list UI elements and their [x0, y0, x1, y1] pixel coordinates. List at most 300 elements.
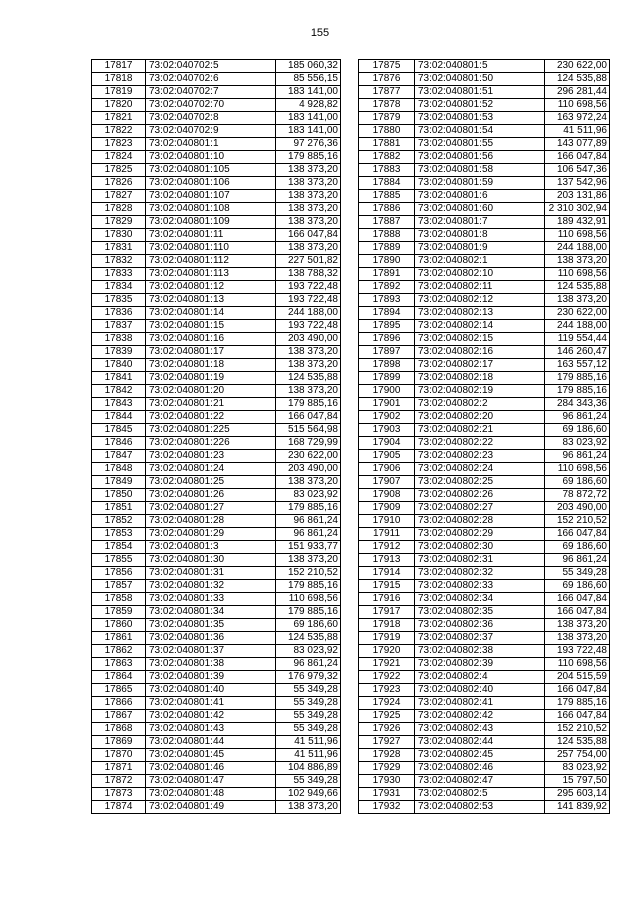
- table-row: [359, 580, 610, 593]
- value-cell: 110 698,56: [545, 268, 610, 281]
- cadastral-number-cell: 73:02:040801:12: [146, 281, 276, 294]
- row-number-cell: 17871: [92, 762, 146, 775]
- cadastral-number-cell: 73:02:040802:40: [415, 684, 545, 697]
- value-cell: 138 373,20: [276, 346, 341, 359]
- value-cell: 183 141,00: [276, 86, 341, 99]
- cadastral-number-cell: 73:02:040801:20: [146, 385, 276, 398]
- cadastral-number-cell: 73:02:040801:47: [146, 775, 276, 788]
- table-row: [359, 632, 610, 645]
- row-number-cell: 17851: [92, 502, 146, 515]
- table-row: [92, 619, 341, 632]
- row-number-cell: 17886: [359, 203, 415, 216]
- cadastral-number-cell: 73:02:040801:16: [146, 333, 276, 346]
- cadastral-number-cell: 73:02:040802:5: [415, 788, 545, 801]
- row-number-cell: 17859: [92, 606, 146, 619]
- value-cell: 2 310 302,94: [545, 203, 610, 216]
- table-row: [92, 125, 341, 138]
- row-number-cell: 17905: [359, 450, 415, 463]
- value-cell: 124 535,88: [276, 632, 341, 645]
- value-cell: 69 186,60: [545, 476, 610, 489]
- value-cell: 163 557,12: [545, 359, 610, 372]
- table-row: [92, 476, 341, 489]
- table-row: [359, 788, 610, 801]
- row-number-cell: 17903: [359, 424, 415, 437]
- cadastral-number-cell: 73:02:040802:29: [415, 528, 545, 541]
- value-cell: 138 373,20: [276, 242, 341, 255]
- value-cell: 138 788,32: [276, 268, 341, 281]
- row-number-cell: 17867: [92, 710, 146, 723]
- cadastral-number-cell: 73:02:040702:6: [146, 73, 276, 86]
- table-row: [359, 762, 610, 775]
- row-number-cell: 17921: [359, 658, 415, 671]
- cadastral-number-cell: 73:02:040801:14: [146, 307, 276, 320]
- cadastral-number-cell: 73:02:040802:17: [415, 359, 545, 372]
- value-cell: 166 047,84: [545, 151, 610, 164]
- table-row: [92, 372, 341, 385]
- value-cell: 41 511,96: [545, 125, 610, 138]
- table-row: [359, 60, 610, 73]
- cadastral-number-cell: 73:02:040801:7: [415, 216, 545, 229]
- value-cell: 138 373,20: [545, 255, 610, 268]
- value-cell: 96 861,24: [545, 450, 610, 463]
- cadastral-number-cell: 73:02:040801:50: [415, 73, 545, 86]
- table-row: [359, 372, 610, 385]
- table-row: [92, 73, 341, 86]
- row-number-cell: 17890: [359, 255, 415, 268]
- table-row: [92, 398, 341, 411]
- cadastral-number-cell: 73:02:040801:60: [415, 203, 545, 216]
- value-cell: 55 349,28: [276, 684, 341, 697]
- row-number-cell: 17919: [359, 632, 415, 645]
- value-cell: 55 349,28: [545, 567, 610, 580]
- table-row: [359, 671, 610, 684]
- row-number-cell: 17899: [359, 372, 415, 385]
- table-row: [359, 151, 610, 164]
- table-row: [359, 411, 610, 424]
- row-number-cell: 17837: [92, 320, 146, 333]
- row-number-cell: 17855: [92, 554, 146, 567]
- table-row: [359, 749, 610, 762]
- cadastral-number-cell: 73:02:040801:24: [146, 463, 276, 476]
- value-cell: 185 060,32: [276, 60, 341, 73]
- table-row: [92, 788, 341, 801]
- value-cell: 138 373,20: [276, 164, 341, 177]
- value-cell: 193 722,48: [276, 294, 341, 307]
- row-number-cell: 17920: [359, 645, 415, 658]
- row-number-cell: 17912: [359, 541, 415, 554]
- cadastral-number-cell: 73:02:040801:107: [146, 190, 276, 203]
- row-number-cell: 17880: [359, 125, 415, 138]
- table-row: [359, 177, 610, 190]
- cadastral-number-cell: 73:02:040802:45: [415, 749, 545, 762]
- table-row: [359, 229, 610, 242]
- table-row: [92, 645, 341, 658]
- cadastral-number-cell: 73:02:040802:16: [415, 346, 545, 359]
- table-row: [92, 671, 341, 684]
- value-cell: 296 281,44: [545, 86, 610, 99]
- cadastral-number-cell: 73:02:040702:7: [146, 86, 276, 99]
- row-number-cell: 17842: [92, 385, 146, 398]
- table-row: [92, 736, 341, 749]
- value-cell: 124 535,88: [545, 73, 610, 86]
- table-row: [92, 255, 341, 268]
- cadastral-number-cell: 73:02:040801:8: [415, 229, 545, 242]
- row-number-cell: 17865: [92, 684, 146, 697]
- value-cell: 193 722,48: [545, 645, 610, 658]
- cadastral-number-cell: 73:02:040802:19: [415, 385, 545, 398]
- row-number-cell: 17868: [92, 723, 146, 736]
- row-number-cell: 17892: [359, 281, 415, 294]
- value-cell: 230 622,00: [276, 450, 341, 463]
- cadastral-number-cell: 73:02:040801:46: [146, 762, 276, 775]
- table-row: [359, 437, 610, 450]
- table-row: [92, 437, 341, 450]
- row-number-cell: 17832: [92, 255, 146, 268]
- value-cell: 96 861,24: [276, 658, 341, 671]
- value-cell: 183 141,00: [276, 112, 341, 125]
- value-cell: 138 373,20: [276, 203, 341, 216]
- row-number-cell: 17817: [92, 60, 146, 73]
- value-cell: 204 515,59: [545, 671, 610, 684]
- cadastral-number-cell: 73:02:040802:53: [415, 801, 545, 814]
- cadastral-number-cell: 73:02:040801:36: [146, 632, 276, 645]
- row-number-cell: 17852: [92, 515, 146, 528]
- table-row: [359, 541, 610, 554]
- value-cell: 102 949,66: [276, 788, 341, 801]
- table-row: [359, 385, 610, 398]
- value-cell: 110 698,56: [545, 463, 610, 476]
- value-cell: 78 872,72: [545, 489, 610, 502]
- cadastral-number-cell: 73:02:040801:54: [415, 125, 545, 138]
- table-row: [92, 359, 341, 372]
- value-cell: 124 535,88: [276, 372, 341, 385]
- table-row: [92, 710, 341, 723]
- table-row: [92, 86, 341, 99]
- value-cell: 55 349,28: [276, 723, 341, 736]
- table-row: [359, 775, 610, 788]
- cadastral-number-cell: 73:02:040802:41: [415, 697, 545, 710]
- value-cell: 179 885,16: [276, 502, 341, 515]
- row-number-cell: 17825: [92, 164, 146, 177]
- value-cell: 83 023,92: [545, 437, 610, 450]
- value-cell: 166 047,84: [545, 710, 610, 723]
- table-row: [359, 99, 610, 112]
- row-number-cell: 17850: [92, 489, 146, 502]
- value-cell: 138 373,20: [276, 385, 341, 398]
- table-row: [92, 515, 341, 528]
- value-cell: 146 260,47: [545, 346, 610, 359]
- table-row: [359, 125, 610, 138]
- table-row: [359, 515, 610, 528]
- cadastral-number-cell: 73:02:040802:4: [415, 671, 545, 684]
- table-row: [92, 723, 341, 736]
- row-number-cell: 17864: [92, 671, 146, 684]
- row-number-cell: 17848: [92, 463, 146, 476]
- row-number-cell: 17845: [92, 424, 146, 437]
- value-cell: 284 343,36: [545, 398, 610, 411]
- value-cell: 179 885,16: [545, 372, 610, 385]
- row-number-cell: 17858: [92, 593, 146, 606]
- table-row: [359, 593, 610, 606]
- row-number-cell: 17902: [359, 411, 415, 424]
- value-cell: 166 047,84: [545, 593, 610, 606]
- cadastral-number-cell: 73:02:040702:8: [146, 112, 276, 125]
- row-number-cell: 17924: [359, 697, 415, 710]
- value-cell: 96 861,24: [545, 554, 610, 567]
- value-cell: 179 885,16: [545, 385, 610, 398]
- cadastral-number-cell: 73:02:040801:59: [415, 177, 545, 190]
- table-row: [92, 203, 341, 216]
- cadastral-number-cell: 73:02:040801:23: [146, 450, 276, 463]
- table-row: [359, 307, 610, 320]
- row-number-cell: 17863: [92, 658, 146, 671]
- row-number-cell: 17904: [359, 437, 415, 450]
- row-number-cell: 17917: [359, 606, 415, 619]
- row-number-cell: 17840: [92, 359, 146, 372]
- cadastral-number-cell: 73:02:040801:226: [146, 437, 276, 450]
- row-number-cell: 17862: [92, 645, 146, 658]
- table-row: [359, 567, 610, 580]
- cadastral-number-cell: 73:02:040801:29: [146, 528, 276, 541]
- cadastral-number-cell: 73:02:040802:25: [415, 476, 545, 489]
- cadastral-number-cell: 73:02:040801:51: [415, 86, 545, 99]
- value-cell: 193 722,48: [276, 320, 341, 333]
- table-row: [92, 775, 341, 788]
- cadastral-number-cell: 73:02:040801:34: [146, 606, 276, 619]
- cadastral-number-cell: 73:02:040801:53: [415, 112, 545, 125]
- row-number-cell: 17820: [92, 99, 146, 112]
- value-cell: 230 622,00: [545, 60, 610, 73]
- value-cell: 244 188,00: [545, 242, 610, 255]
- cadastral-number-cell: 73:02:040801:44: [146, 736, 276, 749]
- row-number-cell: 17915: [359, 580, 415, 593]
- cadastral-number-cell: 73:02:040802:43: [415, 723, 545, 736]
- value-cell: 163 972,24: [545, 112, 610, 125]
- table-row: [359, 684, 610, 697]
- row-number-cell: 17926: [359, 723, 415, 736]
- value-cell: 138 373,20: [276, 476, 341, 489]
- table-row: [359, 333, 610, 346]
- row-number-cell: 17833: [92, 268, 146, 281]
- row-number-cell: 17830: [92, 229, 146, 242]
- cadastral-number-cell: 73:02:040802:36: [415, 619, 545, 632]
- table-row: [92, 112, 341, 125]
- page-number: 155: [310, 27, 330, 39]
- table-row: [92, 424, 341, 437]
- table-row: [359, 658, 610, 671]
- value-cell: 152 210,52: [276, 567, 341, 580]
- row-number-cell: 17929: [359, 762, 415, 775]
- value-cell: 106 547,36: [545, 164, 610, 177]
- row-number-cell: 17884: [359, 177, 415, 190]
- table-row: [92, 190, 341, 203]
- table-row: [92, 450, 341, 463]
- cadastral-number-cell: 73:02:040801:31: [146, 567, 276, 580]
- row-number-cell: 17861: [92, 632, 146, 645]
- value-cell: 295 603,14: [545, 788, 610, 801]
- table-row: [359, 710, 610, 723]
- row-number-cell: 17849: [92, 476, 146, 489]
- row-number-cell: 17898: [359, 359, 415, 372]
- cadastral-number-cell: 73:02:040801:22: [146, 411, 276, 424]
- cadastral-number-cell: 73:02:040802:32: [415, 567, 545, 580]
- row-number-cell: 17893: [359, 294, 415, 307]
- cadastral-number-cell: 73:02:040801:5: [415, 60, 545, 73]
- row-number-cell: 17856: [92, 567, 146, 580]
- row-number-cell: 17900: [359, 385, 415, 398]
- table-row: [359, 450, 610, 463]
- table-row: [359, 138, 610, 151]
- row-number-cell: 17829: [92, 216, 146, 229]
- value-cell: 69 186,60: [545, 541, 610, 554]
- cadastral-number-cell: 73:02:040801:49: [146, 801, 276, 814]
- row-number-cell: 17897: [359, 346, 415, 359]
- table-row: [359, 242, 610, 255]
- value-cell: 515 564,98: [276, 424, 341, 437]
- cadastral-number-cell: 73:02:040702:70: [146, 99, 276, 112]
- value-cell: 138 373,20: [276, 190, 341, 203]
- table-row: [359, 801, 610, 814]
- row-number-cell: 17916: [359, 593, 415, 606]
- cadastral-number-cell: 73:02:040801:32: [146, 580, 276, 593]
- value-cell: 110 698,56: [545, 99, 610, 112]
- cadastral-number-cell: 73:02:040802:46: [415, 762, 545, 775]
- row-number-cell: 17922: [359, 671, 415, 684]
- table-row: [92, 489, 341, 502]
- table-row: [92, 268, 341, 281]
- row-number-cell: 17821: [92, 112, 146, 125]
- table-row: [92, 138, 341, 151]
- cadastral-number-cell: 73:02:040802:23: [415, 450, 545, 463]
- row-number-cell: 17913: [359, 554, 415, 567]
- row-number-cell: 17838: [92, 333, 146, 346]
- row-number-cell: 17894: [359, 307, 415, 320]
- row-number-cell: 17925: [359, 710, 415, 723]
- value-cell: 179 885,16: [276, 398, 341, 411]
- table-row: [92, 333, 341, 346]
- row-number-cell: 17914: [359, 567, 415, 580]
- table-row: [92, 684, 341, 697]
- row-number-cell: 17870: [92, 749, 146, 762]
- table-row: [92, 242, 341, 255]
- row-number-cell: 17891: [359, 268, 415, 281]
- row-number-cell: 17822: [92, 125, 146, 138]
- cadastral-number-cell: 73:02:040801:45: [146, 749, 276, 762]
- cadastral-number-cell: 73:02:040801:58: [415, 164, 545, 177]
- table-row: [92, 606, 341, 619]
- table-row: [359, 294, 610, 307]
- table-row: [92, 554, 341, 567]
- value-cell: 227 501,82: [276, 255, 341, 268]
- table-row: [92, 320, 341, 333]
- row-number-cell: 17854: [92, 541, 146, 554]
- cadastral-number-cell: 73:02:040802:13: [415, 307, 545, 320]
- value-cell: 138 373,20: [545, 294, 610, 307]
- value-cell: 179 885,16: [276, 606, 341, 619]
- value-cell: 124 535,88: [545, 281, 610, 294]
- row-number-cell: 17846: [92, 437, 146, 450]
- cadastral-number-cell: 73:02:040802:37: [415, 632, 545, 645]
- cadastral-number-cell: 73:02:040801:30: [146, 554, 276, 567]
- cadastral-number-cell: 73:02:040801:27: [146, 502, 276, 515]
- value-cell: 151 933,77: [276, 541, 341, 554]
- row-number-cell: 17834: [92, 281, 146, 294]
- value-cell: 55 349,28: [276, 697, 341, 710]
- value-cell: 168 729,99: [276, 437, 341, 450]
- value-cell: 230 622,00: [545, 307, 610, 320]
- cadastral-number-cell: 73:02:040801:108: [146, 203, 276, 216]
- value-cell: 97 276,36: [276, 138, 341, 151]
- table-row: [92, 593, 341, 606]
- table-row: [92, 99, 341, 112]
- cadastral-number-cell: 73:02:040702:9: [146, 125, 276, 138]
- row-number-cell: 17839: [92, 346, 146, 359]
- cadastral-number-cell: 73:02:040801:56: [415, 151, 545, 164]
- cadastral-number-cell: 73:02:040801:37: [146, 645, 276, 658]
- cadastral-number-cell: 73:02:040801:112: [146, 255, 276, 268]
- cadastral-number-cell: 73:02:040801:18: [146, 359, 276, 372]
- row-number-cell: 17819: [92, 86, 146, 99]
- value-cell: 138 373,20: [276, 801, 341, 814]
- cadastral-number-cell: 73:02:040702:5: [146, 60, 276, 73]
- value-cell: 83 023,92: [545, 762, 610, 775]
- row-number-cell: 17927: [359, 736, 415, 749]
- row-number-cell: 17918: [359, 619, 415, 632]
- value-cell: 41 511,96: [276, 736, 341, 749]
- cadastral-number-cell: 73:02:040801:39: [146, 671, 276, 684]
- table-row: [92, 762, 341, 775]
- table-row: [359, 112, 610, 125]
- table-row: [359, 190, 610, 203]
- table-row: [359, 645, 610, 658]
- table-row: [359, 359, 610, 372]
- cadastral-number-cell: 73:02:040802:20: [415, 411, 545, 424]
- value-cell: 166 047,84: [545, 528, 610, 541]
- table-row: [359, 268, 610, 281]
- table-row: [92, 528, 341, 541]
- row-number-cell: 17910: [359, 515, 415, 528]
- table-row: [92, 164, 341, 177]
- value-cell: 203 490,00: [276, 463, 341, 476]
- table-row: [359, 723, 610, 736]
- row-number-cell: 17879: [359, 112, 415, 125]
- value-cell: 166 047,84: [276, 411, 341, 424]
- value-cell: 4 928,82: [276, 99, 341, 112]
- value-cell: 104 886,89: [276, 762, 341, 775]
- table-row: [92, 541, 341, 554]
- value-cell: 141 839,92: [545, 801, 610, 814]
- row-number-cell: 17844: [92, 411, 146, 424]
- table-row: [92, 60, 341, 73]
- value-cell: 203 490,00: [276, 333, 341, 346]
- left-table: [91, 59, 341, 814]
- cadastral-number-cell: 73:02:040802:15: [415, 333, 545, 346]
- cadastral-number-cell: 73:02:040802:12: [415, 294, 545, 307]
- table-row: [359, 164, 610, 177]
- table-row: [92, 567, 341, 580]
- cadastral-number-cell: 73:02:040802:34: [415, 593, 545, 606]
- cadastral-number-cell: 73:02:040801:6: [415, 190, 545, 203]
- cadastral-number-cell: 73:02:040802:30: [415, 541, 545, 554]
- cadastral-number-cell: 73:02:040801:25: [146, 476, 276, 489]
- row-number-cell: 17875: [359, 60, 415, 73]
- row-number-cell: 17835: [92, 294, 146, 307]
- row-number-cell: 17908: [359, 489, 415, 502]
- table-row: [92, 658, 341, 671]
- cadastral-number-cell: 73:02:040802:38: [415, 645, 545, 658]
- cadastral-number-cell: 73:02:040801:13: [146, 294, 276, 307]
- table-row: [359, 606, 610, 619]
